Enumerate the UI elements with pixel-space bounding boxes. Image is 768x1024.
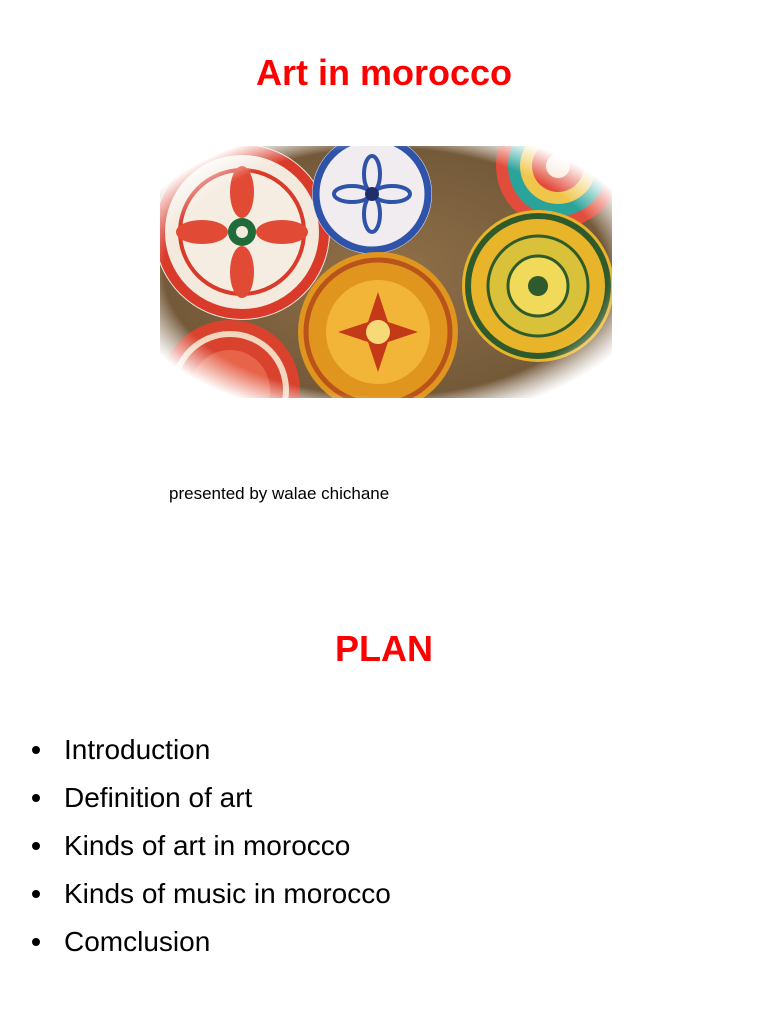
- presenter-credit: presented by walae chichane: [169, 484, 390, 503]
- bullet-icon: [32, 890, 40, 898]
- plan-list: [30, 726, 391, 966]
- bullet-icon: [32, 794, 40, 802]
- plan-item: [30, 822, 391, 870]
- plan-item: [30, 870, 391, 918]
- bullet-icon: [32, 938, 40, 946]
- plan-item-label: Comclusion: [64, 926, 211, 957]
- plan-item-label: Introduction: [64, 734, 211, 765]
- plan-item: [30, 726, 391, 774]
- slide-title-heading: Art in morocco: [255, 52, 513, 93]
- plan-item: [30, 918, 391, 966]
- plan-heading: PLAN: [335, 628, 433, 669]
- plan-item: [30, 774, 391, 822]
- plan-item-label: Kinds of art in morocco: [64, 830, 351, 861]
- bullet-icon: [32, 842, 40, 850]
- bullet-icon: [32, 746, 40, 754]
- plan-item-label: Kinds of music in morocco: [64, 878, 391, 909]
- plan-item-label: Definition of art: [64, 782, 253, 813]
- moroccan-plates-image: [160, 146, 612, 398]
- slide-plan: [0, 560, 768, 1024]
